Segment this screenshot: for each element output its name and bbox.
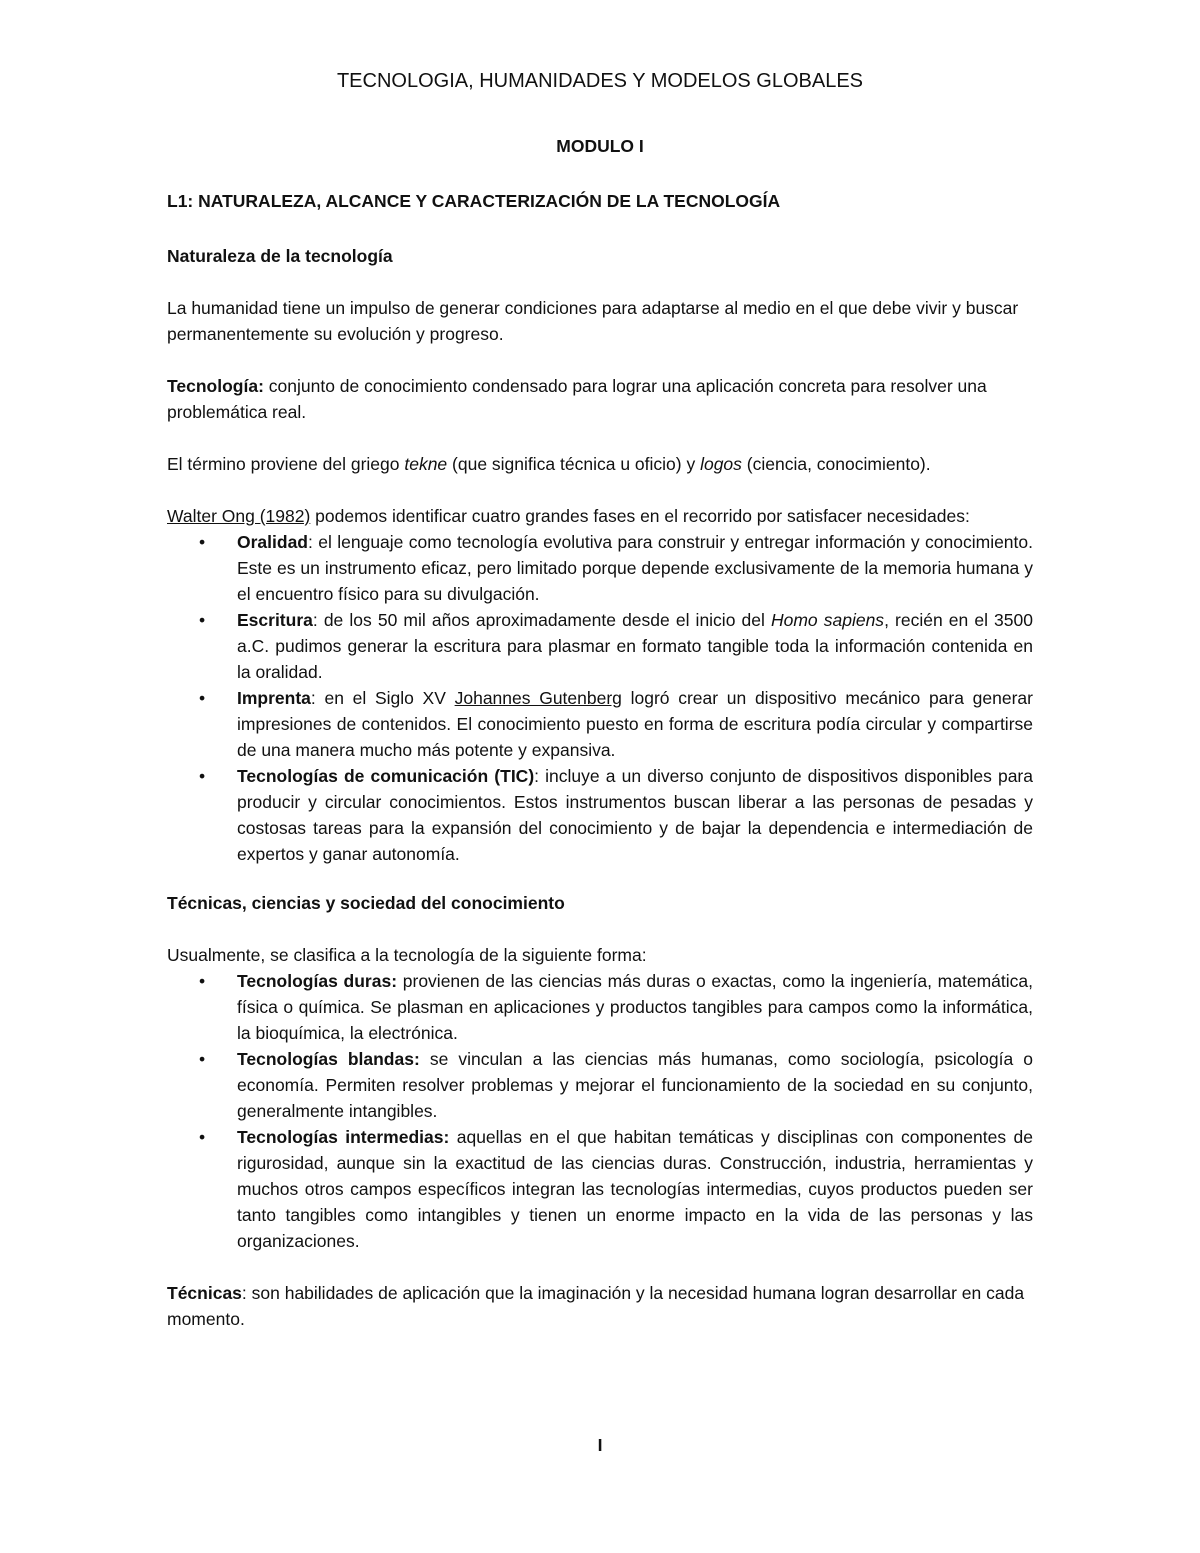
paragraph-classification: Usualmente, se clasifica a la tecnología de la siguiente forma: [167, 945, 647, 965]
list-item-oralidad [167, 529, 1033, 607]
document-page [167, 70, 1033, 1358]
type-text: se vinculan a las ciencias más humanas, como sociología, psicología o economía. Permiten resolver problemas y mejorar el funcionamiento de la sociedad en su conjunto, generalmente intangibles. [237, 1049, 1034, 1121]
type-term: Tecnologías duras: [237, 971, 398, 991]
bullet-icon: • [199, 1049, 206, 1069]
bullet-icon: • [199, 610, 206, 630]
type-term: Tecnologías blandas: [237, 1049, 420, 1069]
bullet-icon: • [199, 766, 206, 786]
phase-italic: Homo sapiens [770, 610, 885, 630]
phase-term: Tecnologías de comunicación (TIC) [237, 766, 535, 786]
page-number: I [597, 1435, 603, 1455]
phase-text: logró crear un dispositivo mecánico para generar impresiones de contenidos. El conocimiento puesto en forma de escritura podía circular y compartirse de una manera mucho más potente y expansiva. [237, 688, 1033, 760]
paragraph-definition [167, 373, 1033, 425]
bullet-icon: • [199, 971, 206, 991]
type-term: Tecnologías intermedias: [237, 1127, 450, 1147]
list-item-blandas [167, 1046, 1033, 1124]
list-item-duras [167, 968, 1033, 1046]
phase-text: : incluye a un diverso conjunto de dispositivos disponibles para producir y circular conocimientos. Estos instrumentos buscan liberar a las personas de pesadas y costosas tareas para la expansión del conocimiento y de bajar la dependencia e intermediación de expertos y ganar autonomía. [237, 766, 1033, 864]
list-item-escritura [167, 607, 1033, 685]
phases-list [167, 529, 1033, 867]
list-item-intermedias [167, 1124, 1033, 1254]
definition-term: Tecnología: [167, 376, 264, 396]
list-item-tic [167, 763, 1033, 867]
ong-text: podemos identificar cuatro grandes fases en el recorrido por satisfacer necesidades: [310, 506, 970, 526]
phase-text: : el lenguaje como tecnología evolutiva para construir y entregar información y conocimiento. Este es un instrumento eficaz, pero limitado porque depende exclusivamente de la memoria humana y el encuentro físico para su divulgación. [237, 532, 1033, 604]
document-title: TECNOLOGIA, HUMANIDADES Y MODELOS GLOBALES [336, 70, 864, 92]
type-text: aquellas en el que habitan temáticas y disciplinas con componentes de rigurosidad, aunque sin la exactitud de las ciencias duras. Construcción, industria, herramientas y muchos otros campos específicos integran las tecnologías intermedias, cuyos productos pueden ser tanto tangibles como intangibles y tienen un enorme impacto en la vida de las personas y las organizaciones. [237, 1127, 1033, 1251]
author-reference-link[interactable]: Walter Ong (1982) [167, 506, 311, 526]
bullet-icon: • [199, 1127, 206, 1147]
paragraph-etymology [167, 451, 1033, 477]
paragraph-ong [167, 503, 1033, 529]
definition-text: conjunto de conocimiento condensado para lograr una aplicación concreta para resolver una problemática real. [167, 376, 987, 422]
types-list [167, 968, 1033, 1254]
tecnicas-text: : son habilidades de aplicación que la imaginación y la necesidad humana logran desarrollar en cada momento. [167, 1283, 1025, 1329]
type-text: provienen de las ciencias más duras o exactas, como la ingeniería, matemática, física o química. Se plasman en aplicaciones y productos tangibles para campos como la informática, la bioquímica, la electrónica. [237, 971, 1033, 1043]
etymology-logos: logos [700, 454, 742, 474]
phase-term: Escritura [237, 610, 313, 630]
paragraph-intro: La humanidad tiene un impulso de generar condiciones para adaptarse al medio en el que debe vivir y buscar permanentemente su evolución y progreso. [167, 298, 1019, 344]
phase-text: : en el Siglo XV [310, 688, 455, 708]
gutenberg-link[interactable]: Johannes Gutenberg [454, 688, 622, 708]
phase-term: Oralidad [237, 532, 308, 552]
etymology-tekne: tekne [404, 454, 448, 474]
list-item-imprenta [167, 685, 1033, 763]
lesson-heading: L1: NATURALEZA, ALCANCE Y CARACTERIZACIÓN DE LA TECNOLOGÍA [167, 191, 781, 211]
etymology-text-3: (ciencia, conocimiento). [741, 454, 931, 474]
bullet-icon: • [199, 532, 206, 552]
section-heading-naturaleza: Naturaleza de la tecnología [167, 246, 393, 266]
bullet-icon: • [199, 688, 206, 708]
phase-term: Imprenta [237, 688, 311, 708]
phase-text: , recién en el 3500 a.C. pudimos generar la escritura para plasmar en formato tangible toda la información contenida en la oralidad. [237, 610, 1033, 682]
phase-text: : de los 50 mil años aproximadamente desde el inicio del [312, 610, 771, 630]
paragraph-tecnicas [167, 1280, 1033, 1332]
etymology-text-2: (que significa técnica u oficio) y [447, 454, 701, 474]
tecnicas-term: Técnicas [167, 1283, 242, 1303]
module-heading: MODULO I [556, 136, 644, 156]
section-heading-tecnicas: Técnicas, ciencias y sociedad del conocimiento [167, 893, 565, 913]
etymology-text-1: El término proviene del griego [167, 454, 405, 474]
